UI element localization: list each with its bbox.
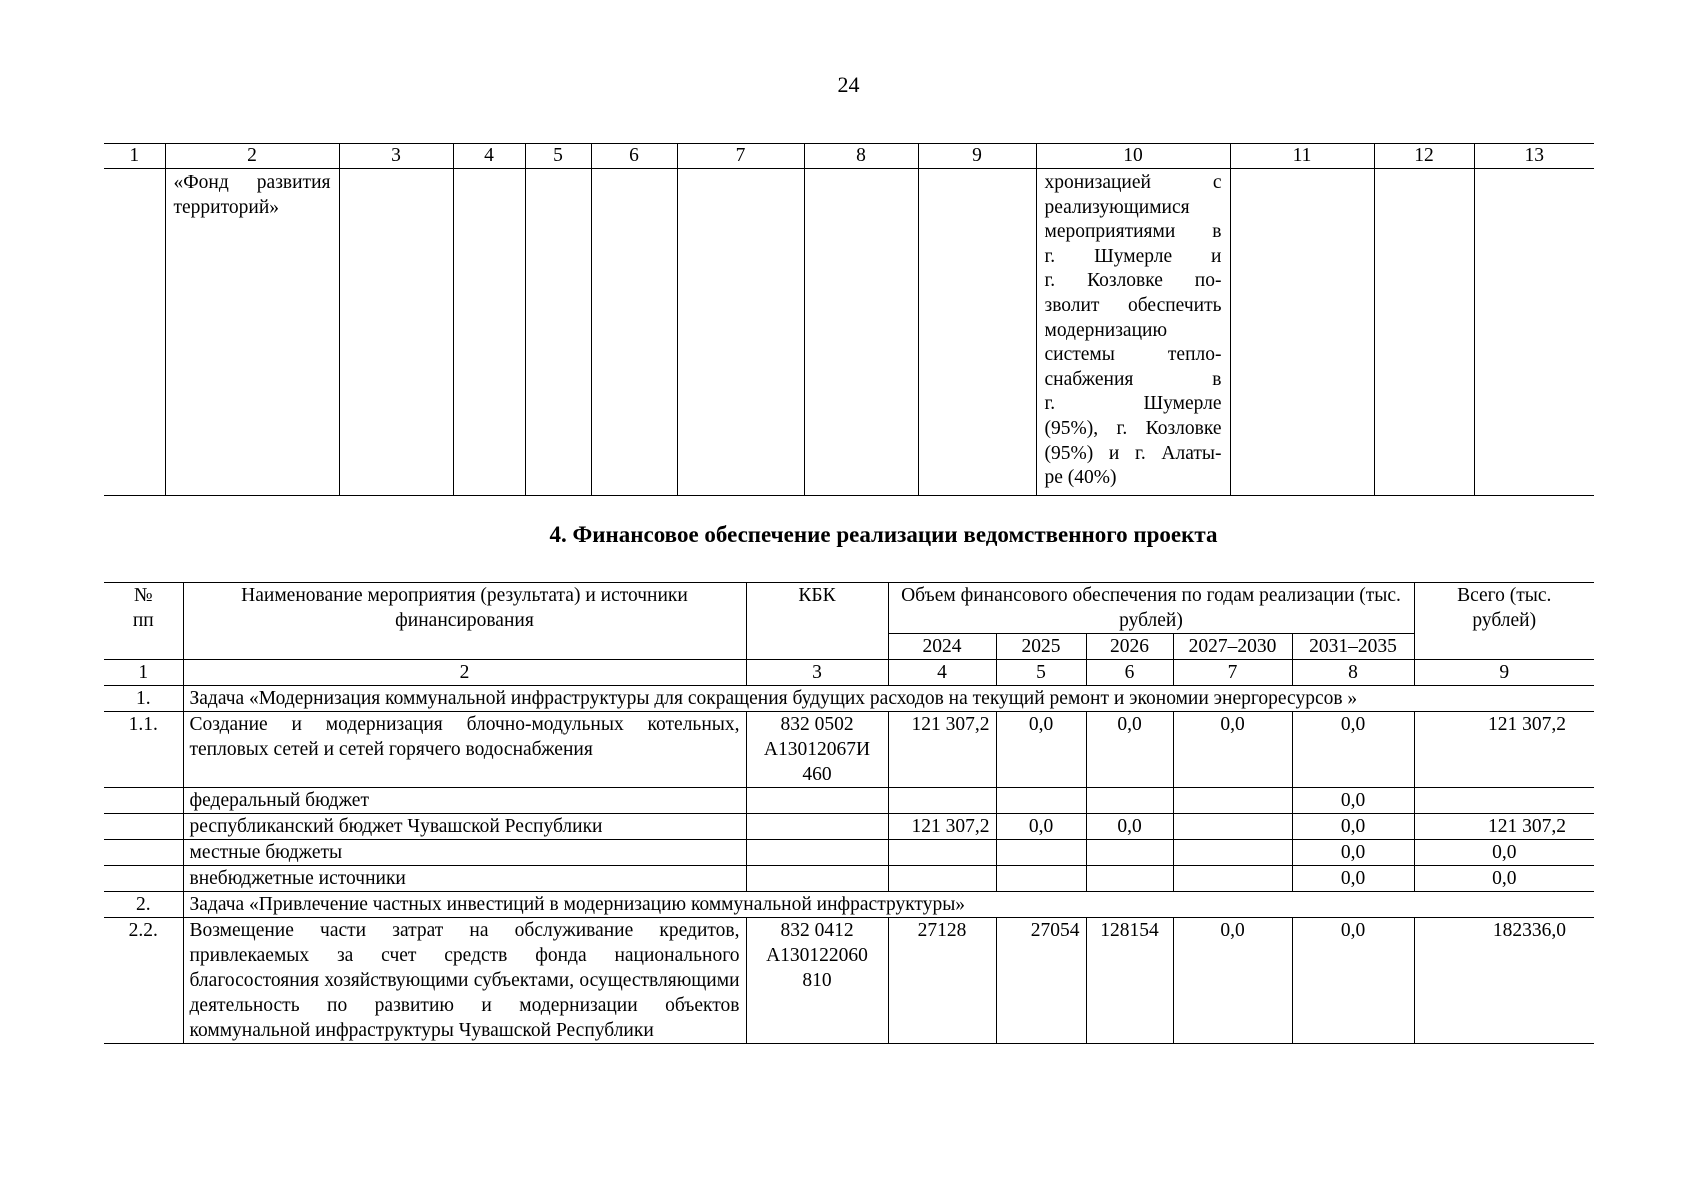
column-number-row [104, 660, 1594, 686]
source-name: местные бюджеты [183, 840, 746, 866]
total-cell: 121 307,2 [1414, 712, 1594, 788]
table-row [104, 169, 1594, 496]
column-number: 3 [746, 660, 888, 686]
total-cell [1414, 788, 1594, 814]
source-row [104, 788, 1594, 814]
total-cell: 182336,0 [1414, 918, 1594, 1044]
text-line: модернизацию [1044, 319, 1168, 341]
task-title: Задача «Привлечение частных инвестиций в модернизацию коммунальной инфраструктуры» [183, 892, 1594, 918]
year-header: 2031–2035 [1292, 634, 1414, 660]
task-row [104, 892, 1594, 918]
source-name: внебюджетные источники [183, 866, 746, 892]
source-row [104, 866, 1594, 892]
year-header: 2027–2030 [1173, 634, 1292, 660]
value-cell [1086, 866, 1173, 892]
section-title: 4. Финансовое обеспечение реализации ведомственного проекта [549, 522, 1218, 547]
value-cell: 0,0 [996, 712, 1086, 788]
column-number: 3 [339, 144, 453, 169]
value-cell [996, 840, 1086, 866]
total-cell: 121 307,2 [1414, 814, 1594, 840]
value-cell: 0,0 [1292, 788, 1414, 814]
column-number: 7 [1173, 660, 1292, 686]
text-line: системы тепло- [1044, 344, 1222, 366]
value-cell [1086, 788, 1173, 814]
value-cell: 0,0 [1292, 918, 1414, 1044]
text-line: хронизацией с [1044, 172, 1222, 193]
column-number: 10 [1036, 144, 1230, 169]
task-title: Задача «Модернизация коммунальной инфраструктуры для сокращения будущих расходов на текущий ремонт и экономии энергоресурсов » [183, 686, 1594, 712]
year-header: 2024 [888, 634, 996, 660]
value-cell: 121 307,2 [888, 814, 996, 840]
value-cell: 0,0 [1086, 814, 1173, 840]
column-number: 6 [1086, 660, 1173, 686]
source-name: республиканский бюджет Чувашской Республики [183, 814, 746, 840]
column-number: 13 [1474, 144, 1594, 169]
column-number: 5 [996, 660, 1086, 686]
table-header-row [104, 583, 1594, 634]
value-cell [1086, 840, 1173, 866]
column-number: 9 [918, 144, 1036, 169]
column-number: 2 [183, 660, 746, 686]
value-cell: 121 307,2 [888, 712, 996, 788]
year-header: 2026 [1086, 634, 1173, 660]
column-number: 1 [104, 660, 183, 686]
value-cell: 0,0 [1173, 712, 1292, 788]
text-line: г. Шумерле [1044, 393, 1222, 415]
column-number: 4 [888, 660, 996, 686]
effect-description-cell [1036, 169, 1230, 496]
column-number: 8 [804, 144, 918, 169]
source-name: федеральный бюджет [183, 788, 746, 814]
text-line: территорий» [173, 196, 279, 218]
task-row [104, 686, 1594, 712]
value-cell: 0,0 [1292, 712, 1414, 788]
value-cell [888, 788, 996, 814]
column-number: 7 [677, 144, 804, 169]
value-cell [1173, 788, 1292, 814]
item-name: Возмещение части затрат на обслуживание кредитов, привлекаемых за счет средств фонда национального благосостояния хозяйствующими субъектами, осуществляющими деятельность по развитию и модернизации объектов коммунальной инфраструктуры Чувашской Республики [183, 918, 746, 1044]
kbk-code: 832 0502 А13012067И 460 [746, 712, 888, 788]
item-name: Создание и модернизация блочно-модульных котельных, тепловых сетей и сетей горячего водоснабжения [183, 712, 746, 788]
fund-name-cell [165, 169, 339, 496]
kbk-header: КБК [746, 583, 888, 660]
task-number: 1. [104, 686, 183, 712]
year-header: 2025 [996, 634, 1086, 660]
text-line: зволит обеспечить [1044, 294, 1222, 316]
item-number: 2.2. [104, 918, 183, 1044]
value-cell: 0,0 [1292, 814, 1414, 840]
table-row [104, 918, 1594, 1044]
value-cell [996, 788, 1086, 814]
kbk-code: 832 0412 А130122060 810 [746, 918, 888, 1044]
column-number: 8 [1292, 660, 1414, 686]
value-cell [1173, 814, 1292, 840]
volume-header: Объем финансового обеспечения по годам реализации (тыс. рублей) [888, 583, 1414, 634]
value-cell: 27128 [888, 918, 996, 1044]
column-number: 2 [165, 144, 339, 169]
financing-table [104, 582, 1594, 1044]
value-cell [1173, 840, 1292, 866]
text-line: г. Шумерле и [1044, 245, 1222, 267]
text-line: (95%), г. Козловке [1044, 417, 1222, 439]
value-cell: 128154 [1086, 918, 1173, 1044]
text-line: снабжения в [1044, 368, 1222, 390]
continuation-table [104, 143, 1594, 496]
column-number: 5 [525, 144, 591, 169]
column-number: 11 [1230, 144, 1374, 169]
value-cell [888, 840, 996, 866]
total-cell: 0,0 [1414, 866, 1594, 892]
value-cell [996, 866, 1086, 892]
value-cell: 0,0 [1086, 712, 1173, 788]
value-cell: 0,0 [996, 814, 1086, 840]
total-cell: 0,0 [1414, 840, 1594, 866]
value-cell: 0,0 [1173, 918, 1292, 1044]
column-number: 1 [104, 144, 165, 169]
value-cell [888, 866, 996, 892]
table-row [104, 712, 1594, 788]
value-cell: 0,0 [1292, 840, 1414, 866]
column-number: 6 [591, 144, 677, 169]
item-number: 1.1. [104, 712, 183, 788]
source-row [104, 840, 1594, 866]
text-line: г. Козловке по- [1044, 270, 1222, 292]
source-row [104, 814, 1594, 840]
number-header: № пп [104, 583, 183, 660]
text-line: (95%) и г. Алаты- [1044, 442, 1222, 464]
total-header: Всего (тыс. рублей) [1414, 583, 1594, 660]
column-number-row [104, 144, 1594, 169]
task-number: 2. [104, 892, 183, 918]
name-header: Наименование мероприятия (результата) и источники финансирования [183, 583, 746, 660]
value-cell [1173, 866, 1292, 892]
value-cell: 0,0 [1292, 866, 1414, 892]
column-number: 4 [453, 144, 525, 169]
text-line: реализующимися [1044, 196, 1190, 218]
text-line: «Фонд развития [173, 172, 331, 193]
text-line: ре (40%) [1044, 467, 1117, 489]
column-number: 12 [1374, 144, 1474, 169]
page-number: 24 [837, 72, 860, 97]
value-cell: 27054 [996, 918, 1086, 1044]
column-number: 9 [1414, 660, 1594, 686]
text-line: мероприятиями в [1044, 221, 1222, 243]
